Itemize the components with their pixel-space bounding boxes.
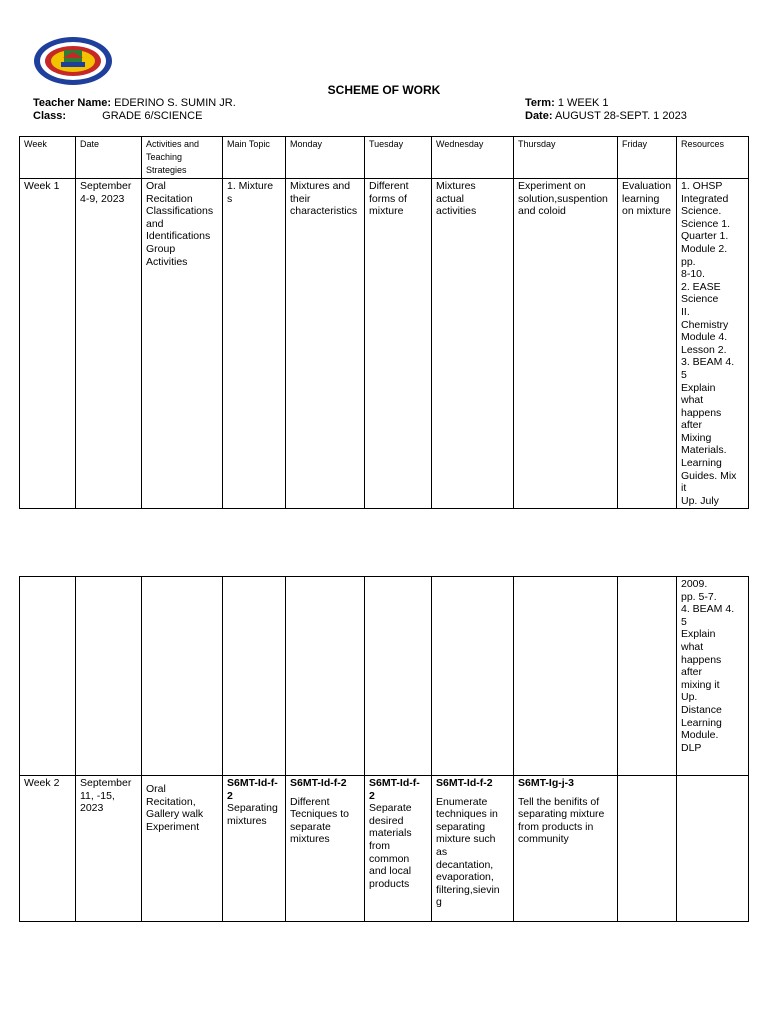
main-topic-cell: 1. Mixture s	[223, 179, 286, 509]
date-cell: September 4-9, 2023	[76, 179, 142, 509]
term-value: 1 WEEK 1	[557, 97, 609, 109]
document-title: SCHEME OF WORK	[327, 83, 441, 97]
tuesday-cell: Different forms of mixture	[365, 179, 432, 509]
column-header: Tuesday	[365, 137, 432, 179]
empty-cell	[514, 577, 618, 776]
class-label: Class:	[33, 110, 67, 122]
date-label: Date:	[525, 110, 553, 122]
friday-cell	[618, 776, 677, 922]
wednesday-cell: Mixtures actual activities	[432, 179, 514, 509]
week-cell: Week 1	[20, 179, 76, 509]
monday-cell: Mixtures and their characteristics	[286, 179, 365, 509]
teacher-name: EDERINO S. SUMIN JR.	[114, 97, 236, 109]
empty-cell	[223, 577, 286, 776]
table-row-week2	[20, 776, 749, 922]
empty-cell	[432, 577, 514, 776]
main-topic-cell	[223, 776, 286, 922]
thursday-text: Tell the benifits of separating mixture from products in community	[518, 795, 605, 846]
resources-cell: 2009. pp. 5-7. 4. BEAM 4. 5 Explain what happens after mixing it Up. Distance Learning Module. DLP	[677, 577, 749, 776]
date-line	[525, 110, 687, 123]
column-header: Resources	[677, 137, 749, 179]
column-header: Week	[20, 137, 76, 179]
resources-cell	[677, 776, 749, 922]
column-header: Main Topic	[223, 137, 286, 179]
tuesday-cell	[365, 776, 432, 922]
empty-cell	[20, 577, 76, 776]
main-topic-text: Separating mixtures	[227, 802, 278, 827]
table-row-continued	[20, 577, 749, 776]
friday-cell: Evaluation learning on mixture	[618, 179, 677, 509]
school-seal-icon	[33, 36, 113, 86]
wednesday-text: Enumerate techniques in separating mixture such as decantation, evaporation, filtering,sievin g	[436, 795, 500, 909]
resources-cell: 1. OHSP Integrated Science. Science 1. Quarter 1. Module 2. pp. 8-10. 2. EASE Science II. Chemistry Module 4. Lesson 2. 3. BEAM 4. 5 Explain what happens after Mixing Materials. Learning Guides. Mix it Up. July	[677, 179, 749, 509]
tuesday-text: Separate desired materials from common and local products	[369, 802, 412, 890]
activities-cell: Oral Recitation Classifications and Identifications Group Activities	[142, 179, 223, 509]
column-header: Activities and Teaching Strategies	[142, 137, 223, 179]
empty-cell	[142, 577, 223, 776]
week-cell: Week 2	[20, 776, 76, 922]
term-label: Term:	[525, 97, 555, 109]
date-value: AUGUST 28-SEPT. 1 2023	[554, 110, 687, 122]
competency-code: S6MT-Id-f- 2	[369, 777, 420, 802]
class-value: GRADE 6/SCIENCE	[102, 110, 203, 122]
empty-cell	[76, 577, 142, 776]
teacher-name-line	[33, 97, 236, 110]
class-line	[33, 110, 202, 123]
monday-cell	[286, 776, 365, 922]
scheme-table-page1	[19, 136, 749, 509]
teacher-label: Teacher Name:	[33, 97, 112, 109]
scheme-table-page2	[19, 576, 749, 922]
wednesday-cell	[432, 776, 514, 922]
header-row	[20, 137, 749, 179]
column-header: Date	[76, 137, 142, 179]
date-cell: September 11, -15, 2023	[76, 776, 142, 922]
empty-cell	[286, 577, 365, 776]
activities-text: Oral Recitation, Gallery walk Experiment	[146, 783, 204, 833]
competency-code: S6MT-Ig-j-3	[518, 777, 575, 789]
table-row-week1	[20, 179, 749, 509]
competency-code: S6MT-Id-f- 2	[227, 777, 278, 802]
thursday-cell	[514, 776, 618, 922]
column-header: Wednesday	[432, 137, 514, 179]
column-header: Monday	[286, 137, 365, 179]
column-header: Friday	[618, 137, 677, 179]
thursday-cell: Experiment on solution,suspention and coloid	[514, 179, 618, 509]
empty-cell	[618, 577, 677, 776]
column-header: Thursday	[514, 137, 618, 179]
empty-cell	[365, 577, 432, 776]
competency-code: S6MT-Id-f-2	[436, 777, 493, 789]
competency-code: S6MT-Id-f-2	[290, 777, 347, 789]
activities-cell	[142, 776, 223, 922]
term-line	[525, 97, 609, 110]
monday-text: Different Tecniques to separate mixtures	[290, 795, 349, 846]
